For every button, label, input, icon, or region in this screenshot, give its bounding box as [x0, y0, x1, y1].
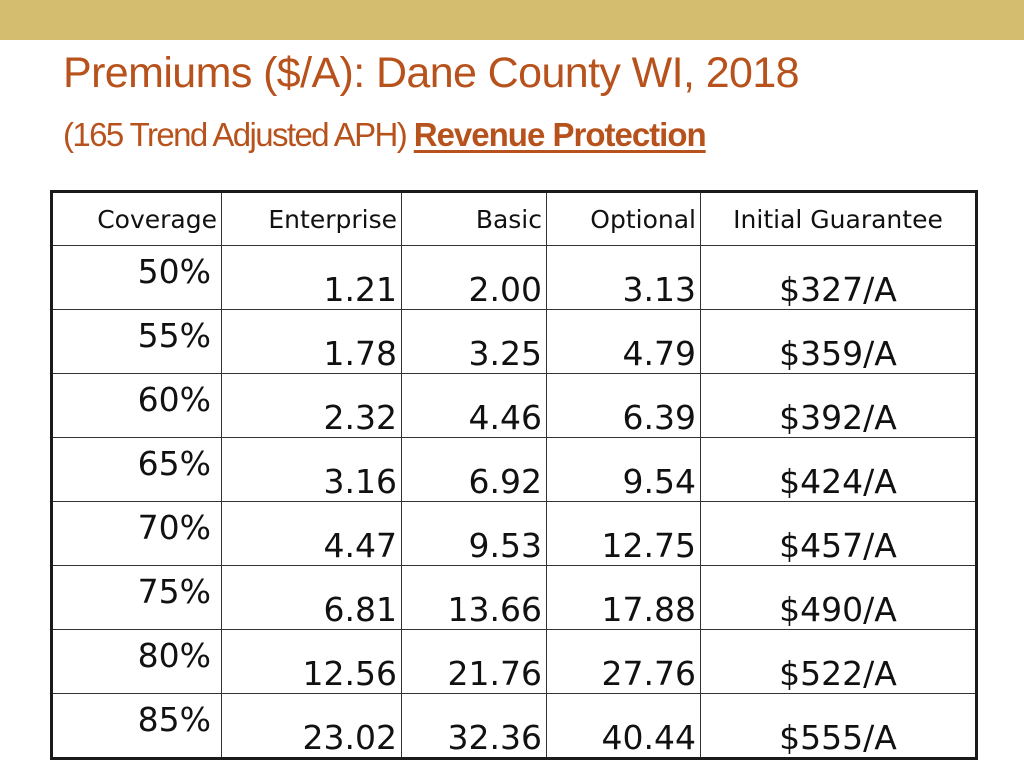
- basic-cell: 6.92: [402, 438, 547, 502]
- enterprise-cell: 1.21: [222, 246, 402, 310]
- coverage-cell: 65%: [52, 438, 222, 502]
- premiums-table: [50, 190, 978, 760]
- guarantee-cell: $359/A: [701, 310, 977, 374]
- guarantee-cell: $327/A: [701, 246, 977, 310]
- optional-cell: 3.13: [547, 246, 701, 310]
- enterprise-cell: 1.78: [222, 310, 402, 374]
- slide-subtitle: [63, 118, 706, 151]
- basic-cell: 13.66: [402, 566, 547, 630]
- table-row: [52, 438, 977, 502]
- subtitle-revenue-protection: Revenue Protection: [413, 116, 706, 153]
- guarantee-cell: $392/A: [701, 374, 977, 438]
- coverage-cell: 50%: [52, 246, 222, 310]
- header-coverage: Coverage: [52, 192, 222, 246]
- enterprise-cell: 12.56: [222, 630, 402, 694]
- optional-cell: 17.88: [547, 566, 701, 630]
- basic-cell: 3.25: [402, 310, 547, 374]
- enterprise-cell: 4.47: [222, 502, 402, 566]
- basic-cell: 2.00: [402, 246, 547, 310]
- guarantee-cell: $555/A: [701, 694, 977, 759]
- basic-cell: 21.76: [402, 630, 547, 694]
- table-row: [52, 502, 977, 566]
- coverage-cell: 60%: [52, 374, 222, 438]
- header-enterprise: Enterprise: [222, 192, 402, 246]
- enterprise-cell: 3.16: [222, 438, 402, 502]
- header-initial-guarantee: Initial Guarantee: [701, 192, 977, 246]
- table-row: [52, 694, 977, 759]
- enterprise-cell: 6.81: [222, 566, 402, 630]
- table-row: [52, 630, 977, 694]
- guarantee-cell: $522/A: [701, 630, 977, 694]
- table-row: [52, 566, 977, 630]
- optional-cell: 9.54: [547, 438, 701, 502]
- table-header-row: [52, 192, 977, 246]
- slide-title: Premiums ($/A): Dane County WI, 2018: [63, 49, 799, 97]
- coverage-cell: 70%: [52, 502, 222, 566]
- optional-cell: 40.44: [547, 694, 701, 759]
- header-basic: Basic: [402, 192, 547, 246]
- coverage-cell: 85%: [52, 694, 222, 759]
- table-row: [52, 310, 977, 374]
- top-accent-band: [0, 0, 1024, 40]
- table-row: [52, 246, 977, 310]
- guarantee-cell: $490/A: [701, 566, 977, 630]
- coverage-cell: 55%: [52, 310, 222, 374]
- coverage-cell: 80%: [52, 630, 222, 694]
- basic-cell: 32.36: [402, 694, 547, 759]
- enterprise-cell: 2.32: [222, 374, 402, 438]
- subtitle-aph: (165 Trend Adjusted APH): [63, 116, 407, 153]
- basic-cell: 9.53: [402, 502, 547, 566]
- table-row: [52, 374, 977, 438]
- optional-cell: 6.39: [547, 374, 701, 438]
- basic-cell: 4.46: [402, 374, 547, 438]
- header-optional: Optional: [547, 192, 701, 246]
- optional-cell: 12.75: [547, 502, 701, 566]
- optional-cell: 4.79: [547, 310, 701, 374]
- enterprise-cell: 23.02: [222, 694, 402, 759]
- coverage-cell: 75%: [52, 566, 222, 630]
- guarantee-cell: $424/A: [701, 438, 977, 502]
- optional-cell: 27.76: [547, 630, 701, 694]
- guarantee-cell: $457/A: [701, 502, 977, 566]
